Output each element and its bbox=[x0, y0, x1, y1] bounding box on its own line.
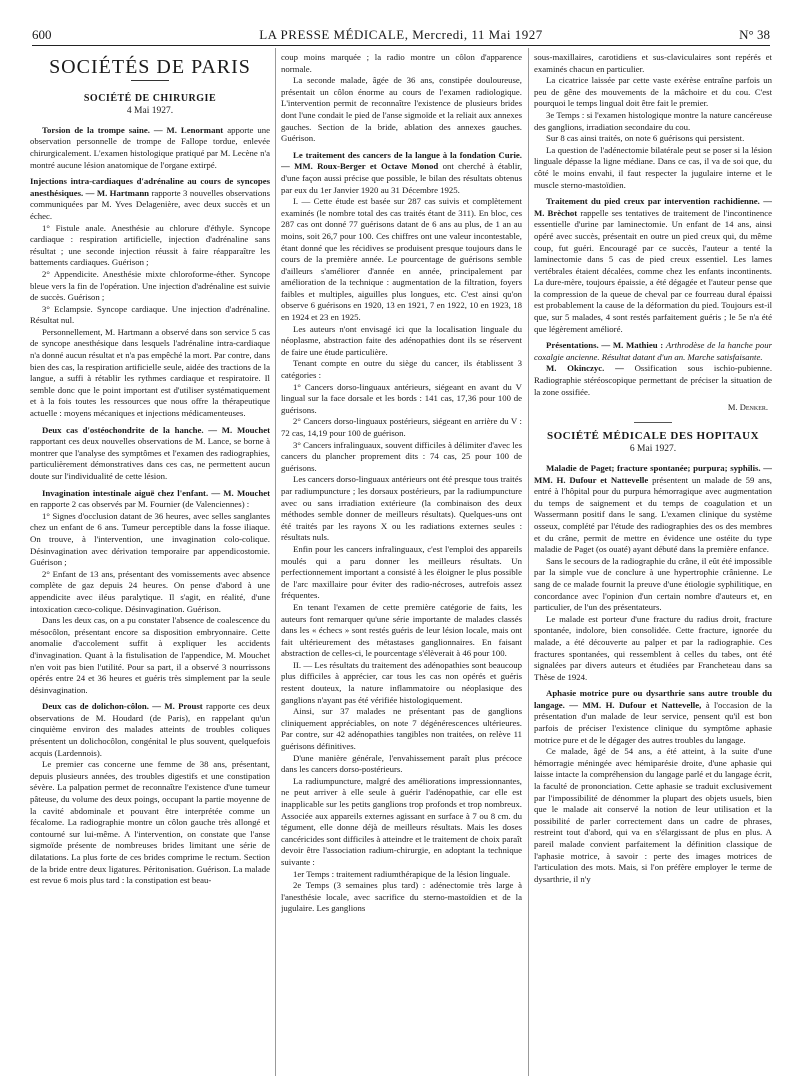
session-date: 6 Mai 1927. bbox=[629, 444, 677, 455]
issue-number: N° 38 bbox=[739, 27, 770, 42]
article-text: rappelle ses tentatives de traitement de l'incontinence essentielle d'urine par laminectomie. Un enfant de 14 ans, ainsi opéré avec succès, présentait en outre un pied creux qui, du même coup, fut guéri. Encouragé par ce succès, l'auteur a tenté la laminectomie dans 5 cas de pied creux essentiel. Les lames vertébrales étaient décalées, comme chez les enfants incontinents. La dure-mère, toujours épaissie, a été dégagée et l'auteur pense que la compression de la queue de cheval par ce fourreau dural épaissi est probablement la cause de la déformation du pied. Toujours est-il que, sur 5 malades, 4 sont restés parfaitement guéris ; le 5e n'a été que légèrement amélioré. bbox=[534, 207, 772, 334]
article bbox=[534, 340, 772, 363]
article bbox=[534, 463, 772, 556]
column-separator bbox=[528, 48, 529, 1076]
paragraph: Les cancers dorso-linguaux antérieurs ont été presque tous traités par radiumpuncture ; les dorsaux postérieurs, par la radiumpuncture avec ou sans irradiation extérieure (la combinaison des deux méthodes semble donner de meilleurs résultats). Quelques-uns ont été traités par les rayons X ou les radiations externes seules : résultats nuls. bbox=[281, 474, 522, 543]
paragraph: 2° Cancers dorso-linguaux postérieurs, siégeant en arrière du V : 72 cas, 14,19 pour 100 de guérison. bbox=[281, 416, 522, 438]
paragraph: Le premier cas concerne une femme de 38 ans, présentant, depuis plusieurs années, des troubles digestifs et une constipation sévère. La palpation permet de reconnaître l'existence d'une tumeur pâteuse, du volume des deux poings, occupant la partie moyenne de la cavité abdominale et pouvant être interprétée comme un fécalome. La radiographie montre un côlon gauche très allongé et contourné sur lui-même. A l'intervention, on constate que l'anse sigmoïde présente de nombreuses brides limitant une série de dilatations. La plus forte de ces brides comprime le rectum. Section de la bride entre deux ligatures. Péritonisation. Guérison. La malade est revue 6 mois plus tard : la constipation est beau- bbox=[30, 759, 270, 886]
article-text: Ossification sous ischio-pubienne. Radiographie stéréoscopique permettant de préciser la situation de la zone ossifiée. bbox=[534, 363, 772, 397]
journal-title: LA PRESSE MÉDICALE, Mercredi, 11 Mai 1927 bbox=[259, 27, 543, 42]
paragraph: Dans les deux cas, on a pu constater l'absence de coalescence du mésocôlon, présentant encore sa disposition embryonnaire. Cette anomalie d'accolement suffit à expliquer les accidents d'invagination. Quant à la fistulisation de l'appendice, M. Mouchet n'en voit pas bien l'utilité. Pour sa part, il a observé 3 nourrissons opérés entre 24 et 36 heures et guéris très simplement par la seule désinvagination. bbox=[30, 615, 270, 695]
article-title: Aphasie motrice pure ou dysarthrie sans autre trouble du langage. — MM. H. Dufour et Nattevelle, bbox=[534, 688, 772, 710]
article-title: Traitement du pied creux par intervention rachidienne. — M. Brèchot bbox=[534, 196, 772, 218]
society-heading: SOCIÉTÉ MÉDICALE DES HOPITAUX bbox=[546, 429, 760, 442]
paragraph: Ce malade, âgé de 54 ans, a été atteint, à la suite d'une hémorragie méningée avec hémiparésie droite, d'une aphasie qui laisse intacte la compréhension du langage parlé et du langage écrit, la faculté de prononciation. Cette aphasie se traduit exclusivement par l'impossibilité de dénommer la plupart des objets usuels, bien que le malade ait conservé la notion de leur utilisation et la possibilité de parler correctement dans un cadre de phrases, restreint tout d'abord, qui va en s'élargissant de plus en plus. A pareil malade convient parfaitement la définition classique de l'aphasie motrice, à savoir : perte des images motrices de l'articulation des mots. Mais, si l'on préfère employer le terme de dysarthrie, il n'y bbox=[534, 746, 772, 884]
article-title: Torsion de la trompe saine. — M. Lenormant bbox=[42, 124, 224, 135]
article bbox=[30, 176, 270, 222]
paragraph: La cicatrice laissée par cette vaste exérèse entraîne parfois un peu de gêne des mouvements de la mâchoire et du cou. C'est pourquoi le temps lingual doit être fait le premier. bbox=[534, 75, 772, 109]
paragraph: 2e Temps (3 semaines plus tard) : adénectomie très large à l'anesthésie locale, avec sacrifice du sterno-mastoïdien et de la jugulaire. Les ganglions bbox=[281, 880, 522, 914]
page-number: 600 bbox=[32, 27, 52, 42]
paragraph: 3° Eclampsie. Syncope cardiaque. Une injection d'adrénaline. Résultat nul. bbox=[30, 303, 270, 326]
paragraph: sous-maxillaires, carotidiens et sus-claviculaires sont repérés et examinés chacun en particulier. bbox=[534, 52, 772, 74]
article bbox=[30, 425, 270, 483]
paragraph: 1° Signes d'occlusion datant de 36 heures, avec selles sanglantes chez un enfant de 6 ans. Tumeur perceptible dans la fosse iliaque. On trouve, à l'intervention, une invagination colo-colique. Désinvagination avec dérivation temporaire par appendicostomie. Guérison ; bbox=[30, 510, 270, 568]
article-text: apporte une observation personnelle de trompe de Fallope tordue, enlevée chirurgicalement. L'examen histologique pratiqué par M. Lecène n'a montré aucune lésion anatomique de l'organe extirpé. bbox=[30, 124, 270, 170]
paragraph: 1er Temps : traitement radiumthérapique de la lésion linguale. bbox=[293, 868, 511, 879]
paragraph: Sans le secours de la radiographie du crâne, il eût été impossible par la simple vue de conclure à une hypertrophie crânienne. Le sang de ce malade fournit la preuve d'une étiologie syphilitique, en concordance avec l'opinion d'un certain nombre d'auteurs et, en particulier, de l'un des présentateurs. bbox=[534, 555, 772, 613]
article-text: en rapporte 2 cas observés par M. Fournier (de Valenciennes) : bbox=[30, 499, 250, 510]
article-text: ont cherché à établir, d'une façon aussi précise que possible, le bilan des résultats obtenus par eux du 1er Janvier 1920 au 31 Décembre 1925. bbox=[281, 161, 522, 195]
article-title: Deux cas de dolichon-côlon. — M. Proust bbox=[42, 701, 203, 712]
article-text: Arthrodèse de la hanche pour coxalgie ancienne. Résultat datant d'un an. Marche satisfaisante. bbox=[534, 340, 772, 362]
session-date: 4 Mai 1927. bbox=[126, 106, 174, 117]
column-2 bbox=[281, 52, 522, 1077]
article bbox=[281, 150, 522, 196]
column-1 bbox=[30, 52, 270, 1077]
author-signature: M. Denker. bbox=[727, 402, 768, 413]
page-header bbox=[32, 27, 770, 43]
section-title: SOCIÉTÉS DE PARIS bbox=[49, 56, 251, 78]
paragraph: Sur 8 cas ainsi traités, on note 6 guérisons qui persistent. bbox=[546, 133, 745, 144]
paragraph: 2° Appendicite. Anesthésie mixte chloroforme-éther. Syncope bleue vers la fin de l'opération. Une injection d'adrénaline est suivie de succès. Guérison ; bbox=[30, 268, 270, 303]
paragraph: 2° Enfant de 13 ans, présentant des vomissements avec absence complète de gaz depuis 24 heures. On pense d'abord à une appendicite avec iléus paralytique. Il s'agit, en réalité, d'une intoxication cæco-colique. Désinvagination. Guérison. bbox=[30, 568, 270, 614]
article-title: Présentations. — M. Mathieu : bbox=[546, 340, 664, 351]
paragraph: En tenant l'examen de cette première catégorie de faits, les auteurs font remarquer qu'une série importante de malades classés dans les « échecs » sont restés guéris de leur lésion locale, mais ont fait ultérieurement des métastases ganglionnaires. En faisant abstraction de celles-ci, le pourcentage s'élèverait à 46 pour 100. bbox=[281, 601, 522, 659]
paragraph: 3° Cancers infralinguaux, souvent difficiles à délimiter d'avec les cancers du plancher proprement dits : 74 cas, 25 pour 100 de guérisons. bbox=[281, 439, 522, 473]
header-rule bbox=[32, 45, 770, 46]
article bbox=[30, 488, 270, 511]
paragraph: Le malade est porteur d'une fracture du radius droit, fracture spontanée, indolore, bien consolidée. Cette fracture, ignorée du malade, a été découverte au palper et par la radiographie. Ces fractures spontanées, qui ressemblent à celles du tabes, ont été signalées par divers auteurs et étudiées par Francheteau dans sa Thèse de 1924. bbox=[534, 613, 772, 682]
article-text: rapporte ces deux observations de M. Houdard (de Paris), en rappelant qu'un cinquième environ des malades atteints de troubles coliques présentent un dolichocôlon, congénital le plus souvent, quelquefois acquis (Lardennois). bbox=[30, 701, 270, 758]
paragraph: La seconde malade, âgée de 36 ans, constipée douloureuse, présentait un côlon énorme au cours de l'examen radiologique. L'intervention permit de reconnaître l'existence de plusieurs brides dont l'une condait le pied de l'anse sigmoïde et la reliait aux annexes gauches. Section de la bride, ablation des annexes gauches. Guérison. bbox=[281, 75, 522, 144]
article-text: rapportant ces deux nouvelles observations de M. Lance, se borne à montrer que l'analyse des symptômes et l'examen des radiographies, particulièrement démonstratives dans ces cas, ne permettent aucun doute sur l'individualité de cette lésion. bbox=[30, 436, 270, 481]
article-title: Le traitement des cancers de la langue à la fondation Curie. — MM. Roux-Berger et Octave Monod bbox=[281, 149, 522, 172]
article bbox=[30, 125, 270, 171]
paragraph: Les auteurs n'ont envisagé ici que la localisation linguale du néoplasme, abstraction faite des adénopathies dont ils se réservent de faire une étude particulière. bbox=[281, 323, 522, 357]
paragraph: Enfin pour les cancers infralinguaux, c'est l'emploi des appareils moulés qui a paru donner les meilleurs résultats. Un perfectionnement important a consisté à les éloigner le plus possible de l'arc maxillaire pour éviter des radio-nécroses, autrefois assez fréquentes. bbox=[281, 543, 522, 601]
paragraph: La question de l'adénectomie bilatérale peut se poser si la lésion linguale dépasse la ligne médiane. Dans ce cas, il va de soi que, du côté le moins envahi, il faut respecter la jugulaire interne et le muscle sterno-mastoïdien. bbox=[534, 144, 772, 190]
article-title: Maladie de Paget; fracture spontanée; purpura; syphilis. — MM. H. Dufour et Nattevelle bbox=[534, 463, 772, 485]
article bbox=[30, 701, 270, 759]
paragraph: La radiumpuncture, malgré des améliorations impressionnantes, ne peut arriver à elle seule à guérir l'adénopathie, car elle est inapplicable sur les petits ganglions trop profonds et trop nombreux. Associée aux appareils externes agissant en surface à 7 ou 8 cm. du tégument, elle donne déjà de meilleurs résultats. Mais les doses cancéricides sont difficiles à atteindre et le traitement de choix paraît devoir être l'association radium-chirurgie, en adoptant la technique suivante : bbox=[281, 775, 522, 867]
paragraph: D'une manière générale, l'envahissement paraît plus précoce dans les cancers dorso-postérieurs. bbox=[281, 752, 522, 775]
article-text: à l'occasion de la présentation d'un malade de leur service, pensent qu'il est bon parfois de préciser l'existence clinique du symptôme aphasie motrice pure et de le dégager des autres troubles du langage. bbox=[534, 699, 772, 745]
article-text: rapporte 3 nouvelles observations communiquées par M. Yves Delagenière, avec deux succès et un échec. bbox=[30, 187, 270, 221]
article-text: présentent un malade de 59 ans, entré à l'hôpital pour du purpura hémorragique avec augmentation du temps de saignement et du temps de coagulation et un Wassermann positif dans le sang. L'examen clinique du système osseux, complété par l'étude des radiographies des os des membres et du crâne, permit de mettre en évidence une ostéite du type maladie de Paget (os ouaté) ayant débuté dans la première enfance. bbox=[534, 474, 772, 555]
paragraph: I. — Cette étude est basée sur 287 cas suivis et complètement examinés (le nombre total des cas traités étant de 311). En bloc, ces 287 cas ont donné 77 guérisons datant de 6 ans au plus, de 1 an au moins, soit 26,7 pour 100. Ces chiffres ont une valeur incontestable, étant donné que les récidives se produisent presque toujours dans le cours de la première année. Le pourcentage de guérisons semble d'ailleurs s'améliorer d'année en année, principalement par amélioration de la technique : augmentation de la filtration, foyers faibles et multiples, aiguilles plus longues, etc. C'est ainsi qu'on observe 6 guérisons en 1920, 13 en 1921, 7 en 1922, 10 en 1923, 18 en 1924 et 23 en 1925. bbox=[281, 196, 522, 323]
paragraph: II. — Les résultats du traitement des adénopathies sont beaucoup plus difficiles à apprécier, car tous les cas non opérés et guéris restent douteux, la nature inflammatoire ou néoplasique des ganglions n'ayant pas été vérifiée histologiquement. bbox=[281, 659, 522, 705]
paragraph: Personnellement, M. Hartmann a observé dans son service 5 cas de syncope anesthésique dans lesquels l'adrénaline intra-cardiaque n'a donné aucun résultat et n'a pas empêché la mort. Par contre, dans bien des cas, la respiration artificielle seule, aidée des tractions de la langue, a suffi à rétablir les rythmes cardiaque et respiratoire. Il semble donc que le point important est d'utiliser systématiquement et à la fois toutes les ressources que nous offre la thérapeutique actuelle : moyens mécaniques et injections médicamenteuses. bbox=[30, 326, 270, 419]
paragraph: 1° Cancers dorso-linguaux antérieurs, siégeant en avant du V lingual sur la face dorsale et les bords : 141 cas, 17,36 pour 100 de guérisons. bbox=[281, 381, 522, 415]
article-title: Injections intra-cardiaques d'adrénaline au cours de syncopes anesthésiques. — M. Hartmann bbox=[30, 176, 270, 198]
society-heading: SOCIÉTÉ DE CHIRURGIE bbox=[83, 92, 217, 104]
section-rule bbox=[131, 80, 169, 81]
paragraph: Ainsi, sur 37 malades ne présentant pas de ganglions cliniquement appréciables, on note 7 dégénérescences ultérieures. Par contre, sur 42 adénopathies tangibles non traitées, on relève 11 guérisons définitives. bbox=[281, 706, 522, 752]
paragraph: 1° Fistule anale. Anesthésie au chlorure d'éthyle. Syncope cardiaque : respiration artificielle, injection d'adrénaline sans résultat ; une seconde injection réussit à faire réapparaître les battements cardiaques. Guérison ; bbox=[30, 222, 270, 268]
article bbox=[534, 688, 772, 746]
section-rule bbox=[634, 422, 672, 423]
article-title: Deux cas d'ostéochondrite de la hanche. — M. Mouchet bbox=[42, 424, 270, 435]
column-separator bbox=[275, 48, 276, 1076]
article bbox=[534, 363, 772, 398]
article bbox=[534, 196, 772, 335]
paragraph: Tenant compte en outre du siège du cancer, ils établissent 3 catégories : bbox=[281, 358, 522, 381]
paragraph: 3e Temps : si l'examen histologique montre la nature cancéreuse des ganglions, irradiation secondaire du cou. bbox=[534, 109, 772, 132]
article-title: Invagination intestinale aiguë chez l'enfant. — M. Mouchet bbox=[42, 487, 270, 498]
paragraph: coup moins marquée ; la radio montre un côlon d'apparence normale. bbox=[281, 52, 522, 74]
article-title: M. Okinczyc. — bbox=[546, 363, 624, 374]
column-3 bbox=[534, 52, 772, 1077]
